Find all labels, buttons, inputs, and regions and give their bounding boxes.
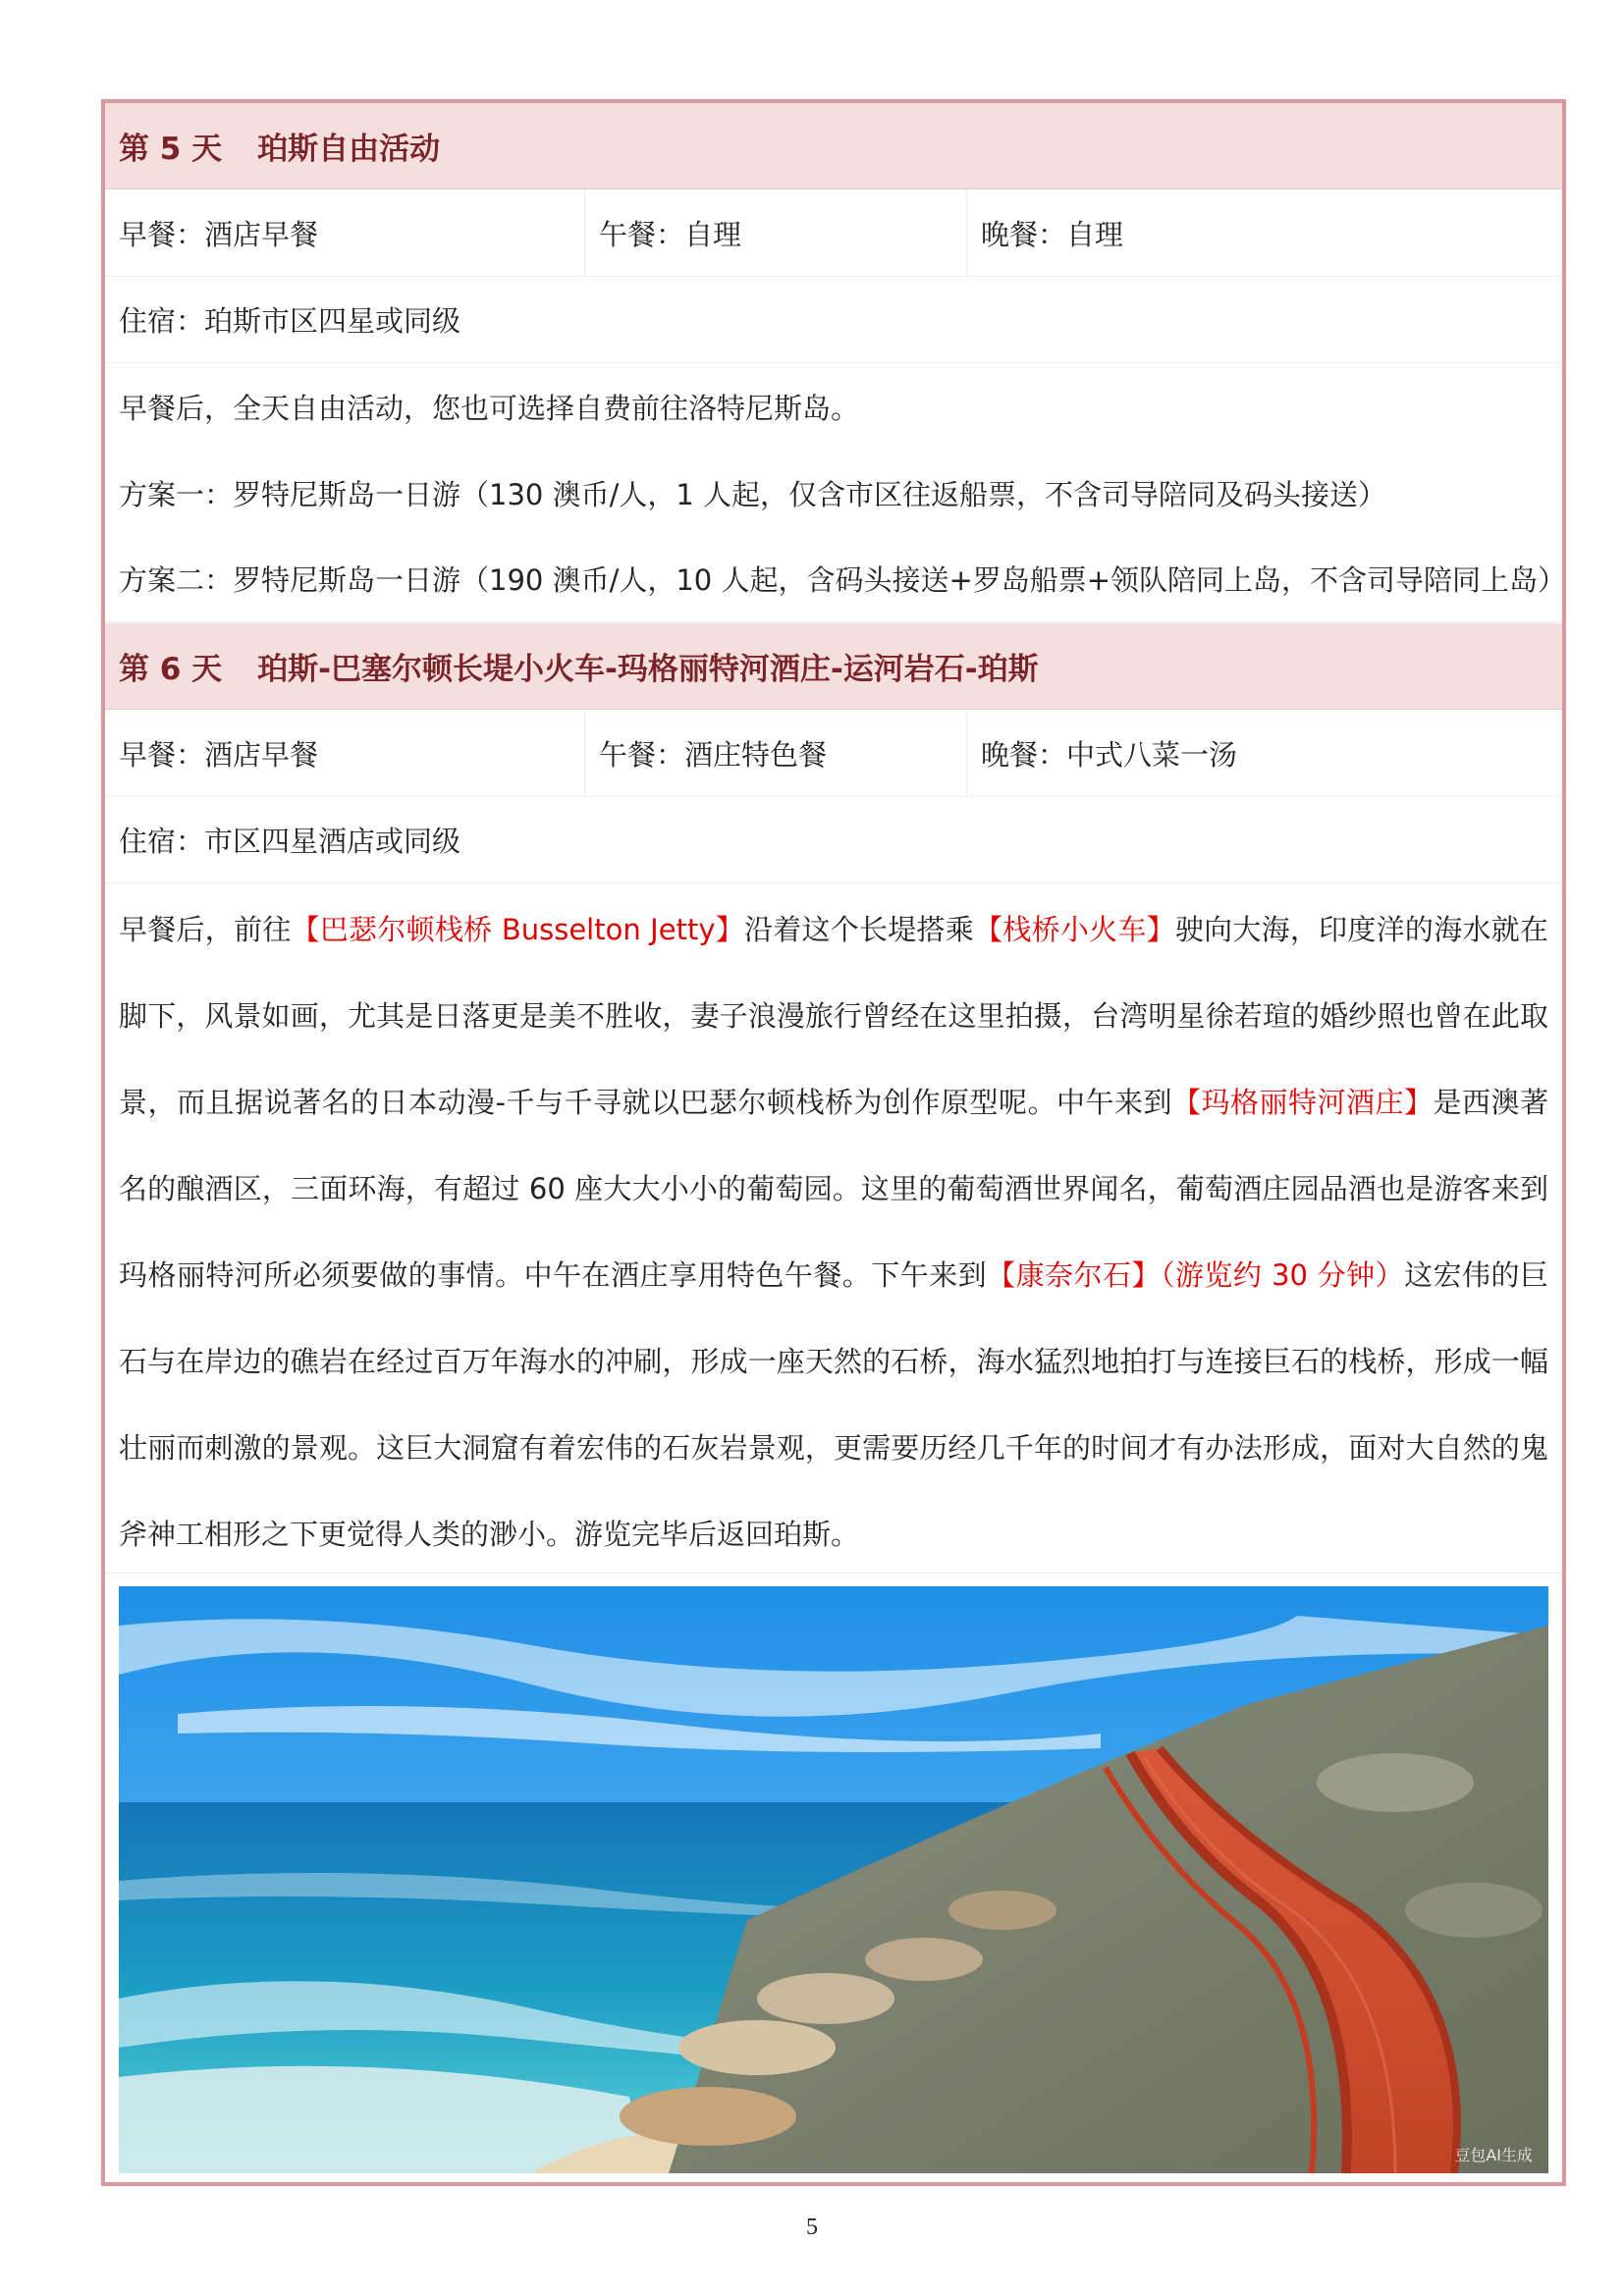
day6-label: 第 6 天 <box>119 652 223 687</box>
day5-line2: 方案一：罗特尼斯岛一日游（130 澳币/人，1 人起，仅含市区往返船票，不含司导陪同及码头接送） <box>119 477 1387 511</box>
day5-dinner: 晚餐：自理 <box>981 217 1124 251</box>
day5-breakfast: 早餐：酒店早餐 <box>105 189 585 276</box>
coastal-boardwalk-illustration <box>119 1586 1548 2173</box>
day5-line3: 方案二：罗特尼斯岛一日游（190 澳币/人，10 人起，含码头接送+罗岛船票+领队陪同上岛，不含司导陪同上岛） <box>105 536 1562 622</box>
photo-watermark: 豆包AI生成 <box>1454 2146 1533 2164</box>
day5-line1: 早餐后，全天自由活动，您也可选择自费前往洛特尼斯岛。 <box>119 391 860 425</box>
day6-meals <box>105 710 1562 797</box>
day5-lunch: 午餐：自理 <box>585 189 967 276</box>
day5-label: 第 5 天 <box>119 132 223 167</box>
highlight-jetty-train: 【栈桥小火车】 <box>974 913 1175 946</box>
desc-text-2: 沿着这个长堤搭乘 <box>744 913 975 946</box>
day6-header <box>105 623 1562 710</box>
day6-title: 珀斯-巴塞尔顿长堤小火车-玛格丽特河酒庄-运河岩石-珀斯 <box>257 652 1039 687</box>
desc-text-3: 驶向大海，印度洋的海水就在脚下，风景如画，尤其是日落更是美不胜收，妻子浪漫旅行曾经在这里拍摄，台湾明星徐若瑄的婚纱照也曾在此取景，而且据说著名的日本动漫-千与千寻就以巴瑟尔顿栈桥为创作原型呢。中午来到 <box>119 913 1548 1119</box>
highlight-busselton-jetty: 【巴瑟尔顿栈桥 Busselton Jetty】 <box>291 913 744 946</box>
day6-description <box>105 886 1562 1574</box>
day6-hotel: 住宿：市区四星酒店或同级 <box>105 797 1562 883</box>
day6-dinner: 晚餐：中式八菜一汤 <box>981 737 1238 772</box>
day5-title: 珀斯自由活动 <box>257 132 441 167</box>
itinerary-frame <box>101 99 1566 2186</box>
desc-text-5: 这宏伟的巨石与在岸边的礁岩在经过百万年海水的冲刷，形成一座天然的石桥，海水猛烈地拍打与连接巨石的栈桥，形成一幅壮丽而刺激的景观。这巨大洞窟有着宏伟的石灰岩景观，更需要历经几千年的时间才有办法形成，面对大自然的鬼斧神工相形之下更觉得人类的渺小。游览完毕后返回珀斯。 <box>119 1258 1548 1551</box>
day5-header <box>105 103 1562 189</box>
page-number: 5 <box>806 2215 818 2240</box>
day5-hotel: 住宿：珀斯市区四星或同级 <box>105 277 1562 363</box>
coastal-boardwalk-photo <box>119 1586 1548 2173</box>
highlight-margaret-river: 【玛格丽特河酒庄】 <box>1171 1086 1434 1119</box>
day6-lunch: 午餐：酒庄特色餐 <box>585 710 967 796</box>
day5-meals <box>105 189 1562 277</box>
highlight-canal-rocks: 【康奈尔石】（游览约 30 分钟） <box>987 1258 1405 1292</box>
desc-text-4: 是西澳著名的酿酒区，三面环海，有超过 60 座大大小小的葡萄园。这里的葡萄酒世界闻名，葡萄酒庄园品酒也是游客来到玛格丽特河所必须要做的事情。中午在酒庄享用特色午餐。下午来到 <box>119 1086 1548 1292</box>
desc-text-1: 早餐后，前往 <box>119 913 292 946</box>
day6-breakfast: 早餐：酒店早餐 <box>105 710 585 796</box>
